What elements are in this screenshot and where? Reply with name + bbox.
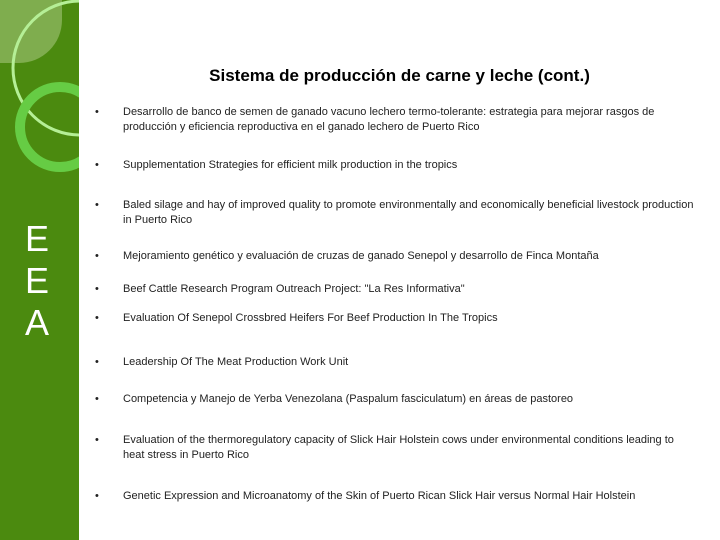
item-text: Beef Cattle Research Program Outreach Project: "La Res Informativa" bbox=[123, 283, 465, 295]
page-title: Sistema de producción de carne y leche (cont.) bbox=[209, 66, 590, 85]
item-text: Leadership Of The Meat Production Work Unit bbox=[123, 356, 349, 368]
bullet: • bbox=[95, 312, 99, 324]
bullet: • bbox=[95, 490, 99, 502]
bullet: • bbox=[95, 393, 99, 405]
eea-letter: A bbox=[24, 302, 49, 343]
item-text: Mejoramiento genético y evaluación de cruzas de ganado Senepol y desarrollo de Finca Montaña bbox=[123, 250, 599, 262]
item-text: Evaluation of the thermoregulatory capacity of Slick Hair Holstein cows under environmental conditions leading to heat stress in Puerto Rico bbox=[123, 434, 674, 461]
bullet: • bbox=[95, 250, 99, 262]
item-text: Desarrollo de banco de semen de ganado vacuno lechero termo-tolerante: estrategia para mejorar rasgos de producción y eficiencia reproductiva en el ganado lechero de Puerto Rico bbox=[123, 106, 655, 133]
bullet: • bbox=[95, 356, 99, 368]
bullet: • bbox=[95, 434, 99, 446]
item-text: Competencia y Manejo de Yerba Venezolana (Paspalum fasciculatum) en áreas de pastoreo bbox=[123, 393, 574, 405]
item-text: Baled silage and hay of improved quality to promote environmentally and economically beneficial livestock production in Puerto Rico bbox=[123, 199, 694, 226]
sidebar-decoration bbox=[0, 0, 79, 540]
item-text: Evaluation Of Senepol Crossbred Heifers For Beef Production In The Tropics bbox=[123, 312, 498, 324]
bullet: • bbox=[95, 106, 99, 118]
item-text: Supplementation Strategies for efficient milk production in the tropics bbox=[123, 159, 458, 171]
eea-label bbox=[22, 218, 52, 344]
bullet: • bbox=[95, 283, 99, 295]
bullet: • bbox=[95, 159, 99, 171]
item-text: Genetic Expression and Microanatomy of the Skin of Puerto Rican Slick Hair versus Normal Hair Holstein bbox=[123, 490, 636, 502]
eea-letter: E bbox=[24, 260, 49, 301]
eea-letter: E bbox=[24, 218, 49, 259]
bullet: • bbox=[95, 199, 99, 211]
